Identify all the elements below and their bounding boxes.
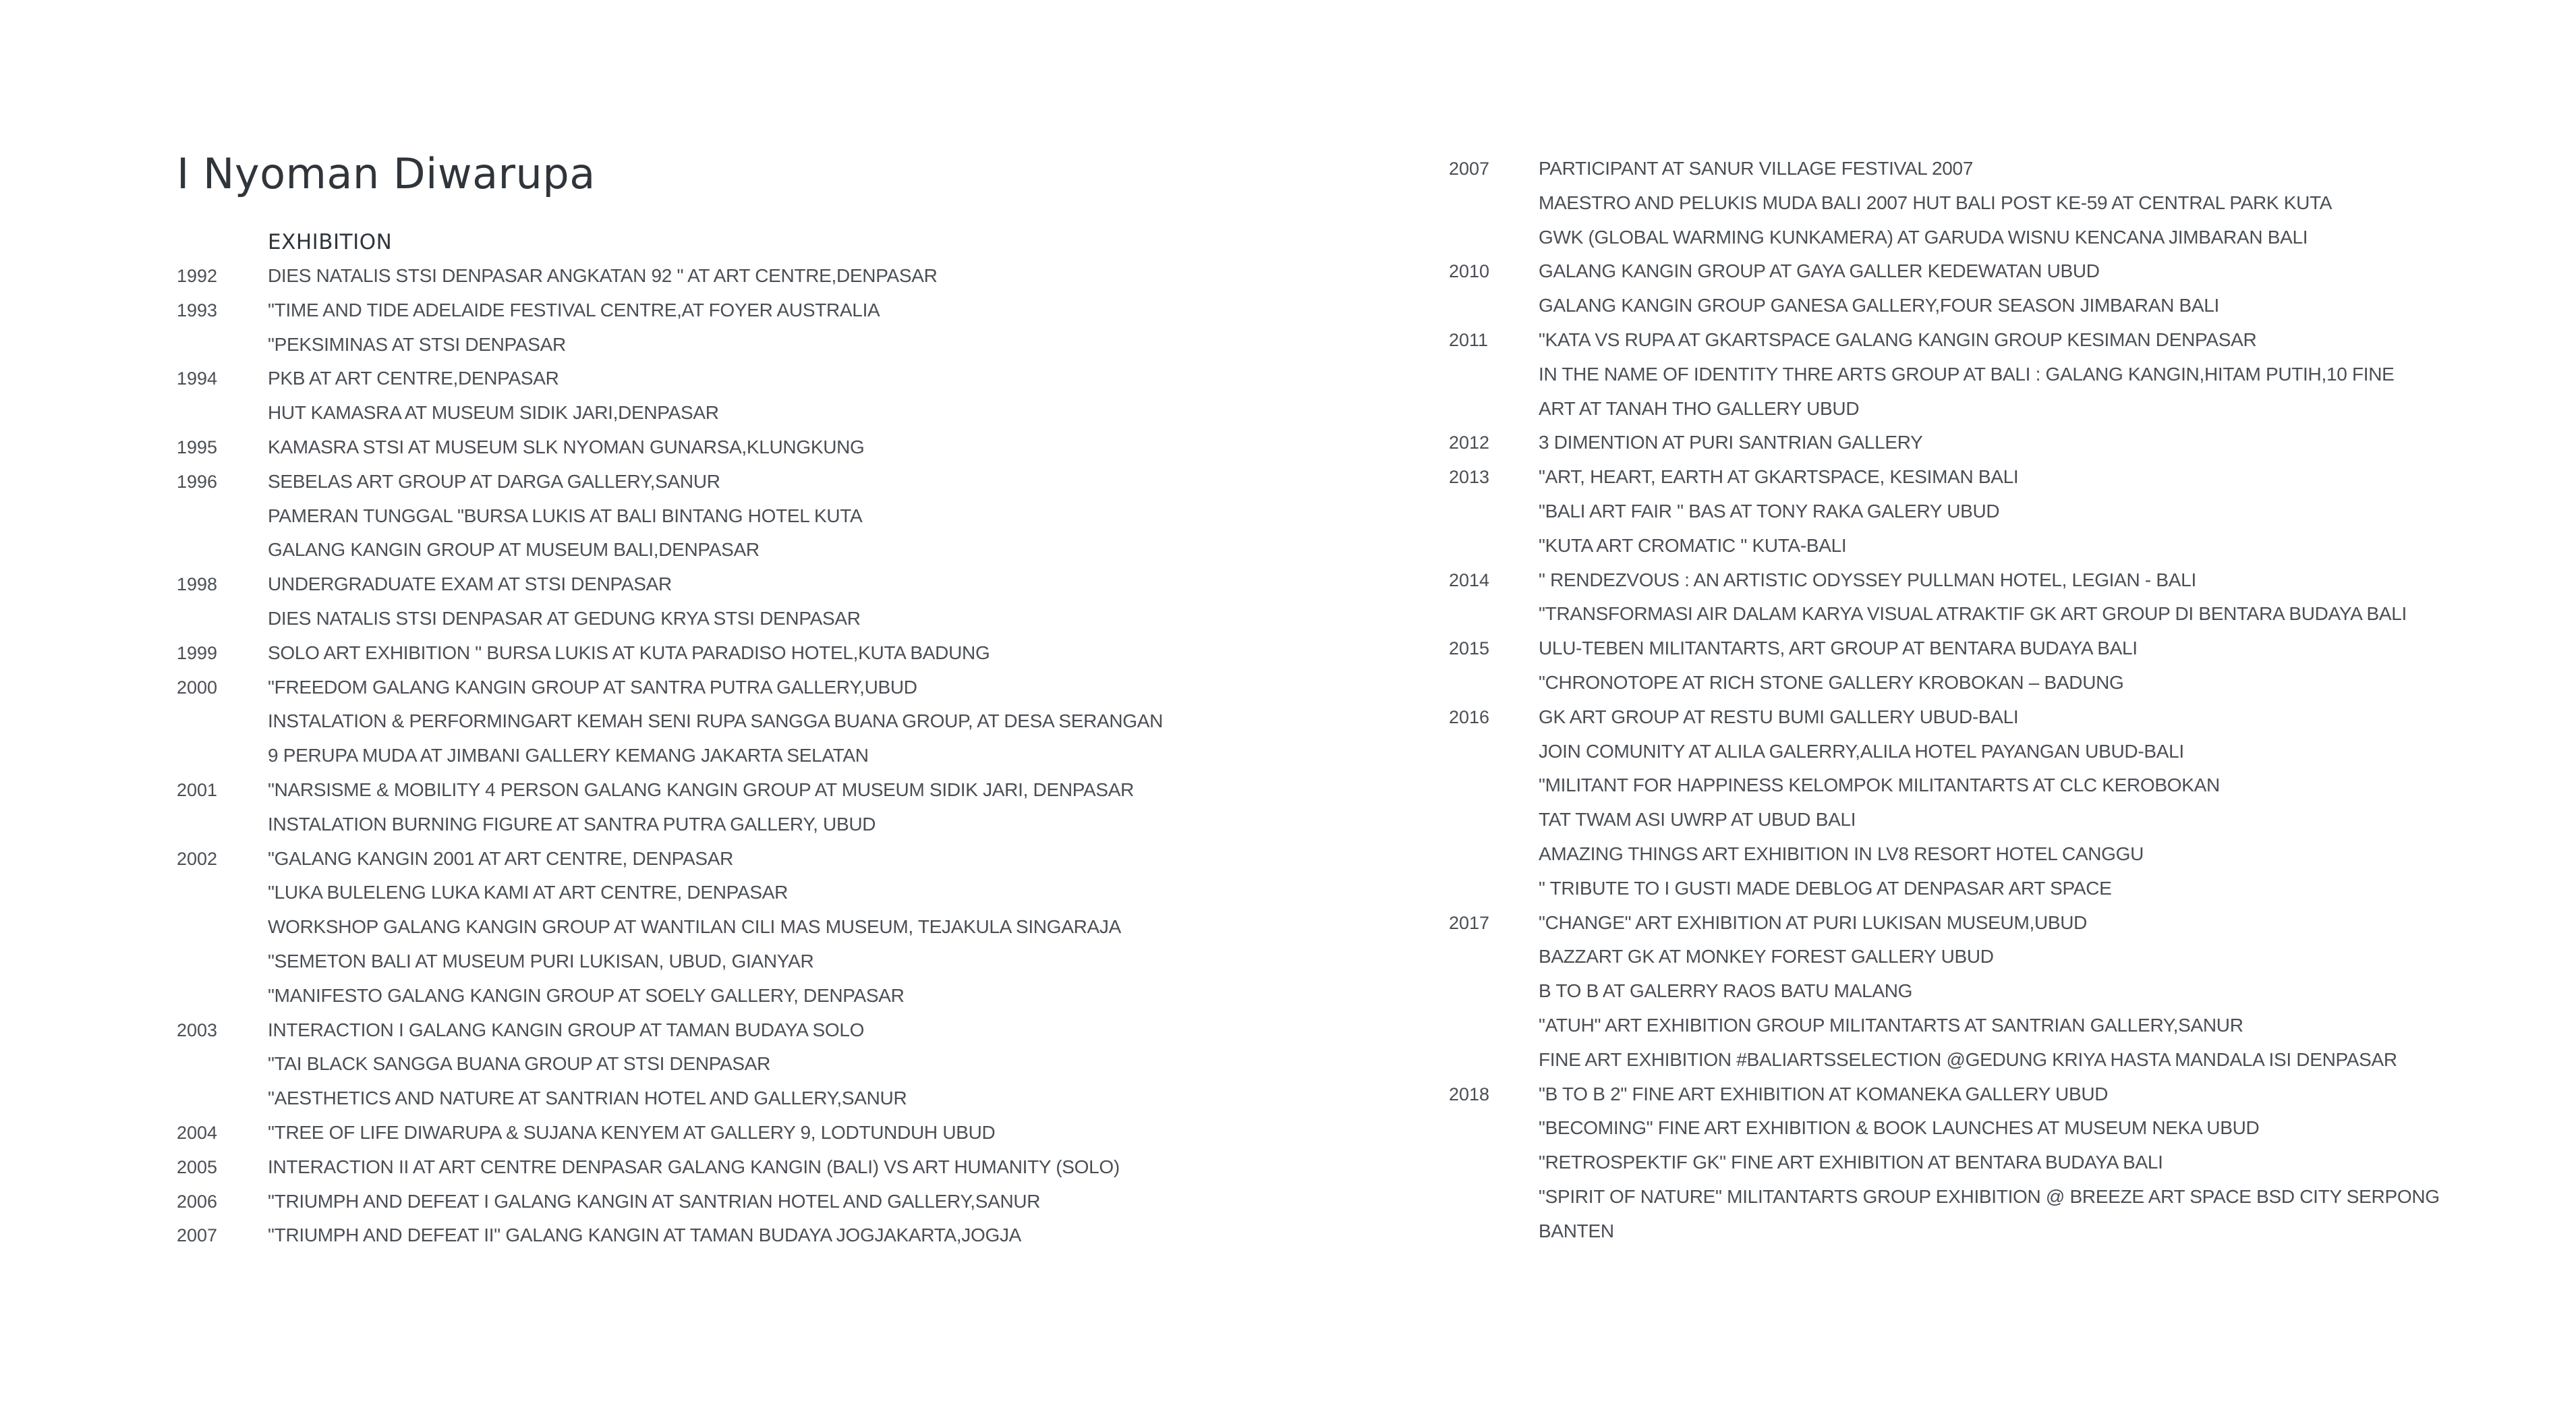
exhibition-text: DIES NATALIS STSI DENPASAR AT GEDUNG KRYA STSI DENPASAR [268, 607, 861, 629]
exhibition-text: GK ART GROUP AT RESTU BUMI GALLERY UBUD-BALI [1539, 706, 2019, 727]
exhibition-text: "RETROSPEKTIF GK" FINE ART EXHIBITION AT BENTARA BUDAYA BALI [1539, 1152, 2163, 1173]
exhibition-entry [177, 1047, 1404, 1081]
exhibition-year: 1995 [177, 437, 218, 457]
exhibition-entry [1449, 1146, 2542, 1180]
exhibition-text: BAZZART GK AT MONKEY FOREST GALLERY UBUD [1539, 946, 1994, 967]
exhibition-text: INTERACTION I GALANG KANGIN GROUP AT TAMAN BUDAYA SOLO [268, 1019, 865, 1040]
exhibition-text: AMAZING THINGS ART EXHIBITION IN LV8 RESORT HOTEL CANGGU [1539, 843, 2144, 864]
exhibition-list-left [177, 259, 1404, 1253]
exhibition-text: "FREEDOM GALANG KANGIN GROUP AT SANTRA PUTRA GALLERY,UBUD [268, 676, 917, 698]
exhibition-year: 1996 [177, 471, 218, 492]
exhibition-entry [1449, 1214, 2542, 1249]
exhibition-year: 2016 [1449, 706, 1490, 727]
exhibition-text: JOIN COMUNITY AT ALILA GALERRY,ALILA HOTEL PAYANGAN UBUD-BALI [1539, 740, 2184, 762]
exhibition-entry [1449, 940, 2542, 974]
exhibition-entry [1449, 631, 2542, 666]
exhibition-entry [1449, 152, 2542, 186]
exhibition-text: "GALANG KANGIN 2001 AT ART CENTRE, DENPASAR [268, 847, 734, 869]
exhibition-text: GALANG KANGIN GROUP GANESA GALLERY,FOUR SEASON JIMBARAN BALI [1539, 295, 2219, 316]
exhibition-text: IN THE NAME OF IDENTITY THRE ARTS GROUP AT BALI : GALANG KANGIN,HITAM PUTIH,10 FINE [1539, 363, 2395, 385]
exhibition-entry [1449, 1111, 2542, 1146]
exhibition-entry [177, 293, 1404, 328]
exhibition-entry [177, 671, 1404, 705]
exhibition-entry [177, 533, 1404, 567]
exhibition-year: 1998 [177, 574, 218, 595]
exhibition-text: SEBELAS ART GROUP AT DARGA GALLERY,SANUR [268, 470, 720, 492]
exhibition-entry [177, 567, 1404, 602]
exhibition-year: 2010 [1449, 261, 1490, 282]
exhibition-text: INSTALATION BURNING FIGURE AT SANTRA PUTRA GALLERY, UBUD [268, 813, 876, 835]
exhibition-entry [1449, 563, 2542, 598]
exhibition-year: 2015 [1449, 638, 1490, 659]
exhibition-entry [177, 259, 1404, 293]
exhibition-text: PAMERAN TUNGGAL "BURSA LUKIS AT BALI BINTANG HOTEL KUTA [268, 505, 863, 526]
exhibition-entry [177, 876, 1404, 910]
exhibition-text: "BALI ART FAIR " BAS AT TONY RAKA GALERY UBUD [1539, 500, 2000, 522]
exhibition-text: "SPIRIT OF NATURE" MILITANTARTS GROUP EXHIBITION @ BREEZE ART SPACE BSD CITY SERPONG [1539, 1185, 2440, 1207]
exhibition-text: "MANIFESTO GALANG KANGIN GROUP AT SOELY GALLERY, DENPASAR [268, 984, 905, 1006]
exhibition-entry [1449, 1043, 2542, 1077]
exhibition-list-right [1449, 152, 2542, 1249]
exhibition-text: MAESTRO AND PELUKIS MUDA BALI 2007 HUT BALI POST KE-59 AT CENTRAL PARK KUTA [1539, 192, 2332, 213]
exhibition-entry [177, 704, 1404, 739]
exhibition-entry [1449, 289, 2542, 323]
exhibition-entry [1449, 1009, 2542, 1043]
exhibition-text: GALANG KANGIN GROUP AT MUSEUM BALI,DENPASAR [268, 539, 760, 561]
exhibition-text: INTERACTION II AT ART CENTRE DENPASAR GALANG KANGIN (BALI) VS ART HUMANITY (SOLO) [268, 1156, 1120, 1177]
exhibition-text: " TRIBUTE TO I GUSTI MADE DEBLOG AT DENPASAR ART SPACE [1539, 877, 2112, 899]
exhibition-text: GWK (GLOBAL WARMING KUNKAMERA) AT GARUDA WISNU KENCANA JIMBARAN BALI [1539, 226, 2308, 248]
exhibition-year: 2014 [1449, 569, 1490, 590]
exhibition-year: 2005 [177, 1156, 218, 1177]
exhibition-year: 2000 [177, 677, 218, 698]
exhibition-text: "BECOMING" FINE ART EXHIBITION & BOOK LAUNCHES AT MUSEUM NEKA UBUD [1539, 1117, 2260, 1139]
exhibition-entry [1449, 358, 2542, 392]
exhibition-entry [177, 362, 1404, 396]
exhibition-entry [177, 1185, 1404, 1219]
exhibition-text: "NARSISME & MOBILITY 4 PERSON GALANG KANGIN GROUP AT MUSEUM SIDIK JARI, DENPASAR [268, 779, 1135, 800]
exhibition-text: "AESTHETICS AND NATURE AT SANTRIAN HOTEL AND GALLERY,SANUR [268, 1088, 907, 1109]
exhibition-text: "CHANGE" ART EXHIBITION AT PURI LUKISAN MUSEUM,UBUD [1539, 911, 2088, 933]
exhibition-year: 2003 [177, 1019, 218, 1040]
exhibition-entry [177, 739, 1404, 773]
exhibition-year: 2006 [177, 1191, 218, 1212]
exhibition-text: SOLO ART EXHIBITION " BURSA LUKIS AT KUTA PARADISO HOTEL,KUTA BADUNG [268, 642, 990, 663]
exhibition-year: 2017 [1449, 912, 1490, 933]
exhibition-entry [177, 430, 1404, 465]
exhibition-entry [1449, 495, 2542, 529]
exhibition-text: "TIME AND TIDE ADELAIDE FESTIVAL CENTRE,AT FOYER AUSTRALIA [268, 299, 880, 320]
section-heading: EXHIBITION [268, 230, 393, 254]
exhibition-entry [177, 910, 1404, 945]
exhibition-text: 9 PERUPA MUDA AT JIMBANI GALLERY KEMANG JAKARTA SELATAN [268, 745, 869, 766]
exhibition-text: WORKSHOP GALANG KANGIN GROUP AT WANTILAN CILI MAS MUSEUM, TEJAKULA SINGARAJA [268, 916, 1121, 938]
exhibition-text: ART AT TANAH THO GALLERY UBUD [1539, 397, 1860, 419]
exhibition-entry [177, 773, 1404, 808]
exhibition-year: 2004 [177, 1122, 218, 1143]
exhibition-text: TAT TWAM ASI UWRP AT UBUD BALI [1539, 809, 1856, 831]
exhibition-entry [177, 842, 1404, 876]
exhibition-entry [177, 1218, 1404, 1253]
exhibition-text: BANTEN [1539, 1220, 1614, 1241]
exhibition-text: "TRIUMPH AND DEFEAT II" GALANG KANGIN AT TAMAN BUDAYA JOGJAKARTA,JOGJA [268, 1225, 1022, 1246]
exhibition-entry [1449, 974, 2542, 1009]
exhibition-text: "KUTA ART CROMATIC " KUTA-BALI [1539, 534, 1847, 556]
exhibition-text: "TREE OF LIFE DIWARUPA & SUJANA KENYEM AT GALLERY 9, LODTUNDUH UBUD [268, 1121, 996, 1143]
exhibition-text: GALANG KANGIN GROUP AT GAYA GALLER KEDEWATAN UBUD [1539, 260, 2100, 282]
exhibition-text: "B TO B 2" FINE ART EXHIBITION AT KOMANEKA GALLERY UBUD [1539, 1083, 2109, 1104]
exhibition-text: "TAI BLACK SANGGA BUANA GROUP AT STSI DENPASAR [268, 1053, 771, 1075]
exhibition-text: FINE ART EXHIBITION #BALIARTSSELECTION @GEDUNG KRIYA HASTA MANDALA ISI DENPASAR [1539, 1048, 2397, 1070]
exhibition-entry [1449, 700, 2542, 735]
exhibition-text: KAMASRA STSI AT MUSEUM SLK NYOMAN GUNARSA,KLUNGKUNG [268, 436, 865, 457]
exhibition-entry [177, 808, 1404, 842]
exhibition-year: 2012 [1449, 432, 1490, 453]
exhibition-text: " RENDEZVOUS : AN ARTISTIC ODYSSEY PULLMAN HOTEL, LEGIAN - BALI [1539, 569, 2196, 590]
exhibition-entry [1449, 392, 2542, 426]
exhibition-entry [1449, 872, 2542, 906]
exhibition-text: "ART, HEART, EARTH AT GKARTSPACE, KESIMAN BALI [1539, 466, 2019, 488]
exhibition-year: 1992 [177, 266, 218, 286]
exhibition-text: "MILITANT FOR HAPPINESS KELOMPOK MILITANTARTS AT CLC KEROBOKAN [1539, 775, 2220, 796]
exhibition-text: "LUKA BULELENG LUKA KAMI AT ART CENTRE, DENPASAR [268, 882, 788, 903]
exhibition-text: B TO B AT GALERRY RAOS BATU MALANG [1539, 980, 1913, 1002]
exhibition-entry [177, 1013, 1404, 1048]
exhibition-year: 2013 [1449, 467, 1490, 488]
exhibition-year: 2007 [1449, 159, 1490, 179]
exhibition-entry [177, 499, 1404, 534]
exhibition-entry [177, 1081, 1404, 1116]
exhibition-entry [1449, 254, 2542, 289]
exhibition-entry [1449, 768, 2542, 803]
exhibition-text: DIES NATALIS STSI DENPASAR ANGKATAN 92 " AT ART CENTRE,DENPASAR [268, 265, 938, 286]
exhibition-entry [177, 396, 1404, 430]
exhibition-entry [177, 979, 1404, 1013]
exhibition-text: UNDERGRADUATE EXAM AT STSI DENPASAR [268, 573, 672, 595]
exhibition-text: "TRIUMPH AND DEFEAT I GALANG KANGIN AT SANTRIAN HOTEL AND GALLERY,SANUR [268, 1190, 1041, 1212]
exhibition-entry [1449, 666, 2542, 700]
exhibition-text: "PEKSIMINAS AT STSI DENPASAR [268, 333, 566, 355]
exhibition-entry [177, 1150, 1404, 1185]
exhibition-text: "TRANSFORMASI AIR DALAM KARYA VISUAL ATRAKTIF GK ART GROUP DI BENTARA BUDAYA BALI [1539, 603, 2407, 625]
exhibition-year: 1994 [177, 368, 218, 389]
exhibition-year: 2002 [177, 848, 218, 869]
exhibition-year: 1993 [177, 300, 218, 320]
exhibition-text: 3 DIMENTION AT PURI SANTRIAN GALLERY [1539, 432, 1923, 453]
exhibition-entry [1449, 221, 2542, 255]
exhibition-text: INSTALATION & PERFORMINGART KEMAH SENI RUPA SANGGA BUANA GROUP, AT DESA SERANGAN [268, 710, 1164, 732]
exhibition-entry [1449, 460, 2542, 495]
exhibition-year: 2018 [1449, 1084, 1490, 1104]
exhibition-year: 2007 [177, 1225, 218, 1246]
exhibition-entry [1449, 735, 2542, 769]
exhibition-entry [177, 945, 1404, 979]
exhibition-entry [1449, 837, 2542, 872]
exhibition-text: HUT KAMASRA AT MUSEUM SIDIK JARI,DENPASAR [268, 402, 719, 424]
exhibition-text: "CHRONOTOPE AT RICH STONE GALLERY KROBOKAN – BADUNG [1539, 671, 2124, 693]
exhibition-text: "KATA VS RUPA AT GKARTSPACE GALANG KANGIN GROUP KESIMAN DENPASAR [1539, 329, 2257, 350]
exhibition-entry [1449, 426, 2542, 460]
exhibition-entry [1449, 597, 2542, 631]
exhibition-entry [177, 602, 1404, 636]
exhibition-entry [1449, 529, 2542, 563]
exhibition-text: PKB AT ART CENTRE,DENPASAR [268, 368, 559, 389]
exhibition-entry [177, 636, 1404, 671]
exhibition-entry [1449, 1180, 2542, 1214]
exhibition-entry [1449, 803, 2542, 837]
exhibition-entry [177, 328, 1404, 362]
exhibition-entry [1449, 1077, 2542, 1112]
exhibition-year: 2011 [1449, 329, 1489, 350]
exhibition-entry [177, 1116, 1404, 1150]
exhibition-entry [1449, 186, 2542, 221]
exhibition-text: PARTICIPANT AT SANUR VILLAGE FESTIVAL 2007 [1539, 158, 1974, 179]
exhibition-entry [1449, 906, 2542, 940]
exhibition-year: 1999 [177, 642, 218, 663]
exhibition-text: "SEMETON BALI AT MUSEUM PURI LUKISAN, UBUD, GIANYAR [268, 950, 814, 972]
exhibition-entry [1449, 323, 2542, 358]
exhibition-entry [177, 465, 1404, 499]
exhibition-text: ULU-TEBEN MILITANTARTS, ART GROUP AT BENTARA BUDAYA BALI [1539, 638, 2138, 659]
exhibition-year: 2001 [177, 779, 218, 800]
exhibition-text: "ATUH" ART EXHIBITION GROUP MILITANTARTS AT SANTRIAN GALLERY,SANUR [1539, 1014, 2243, 1036]
page-title: I Nyoman Diwarupa [177, 149, 596, 198]
